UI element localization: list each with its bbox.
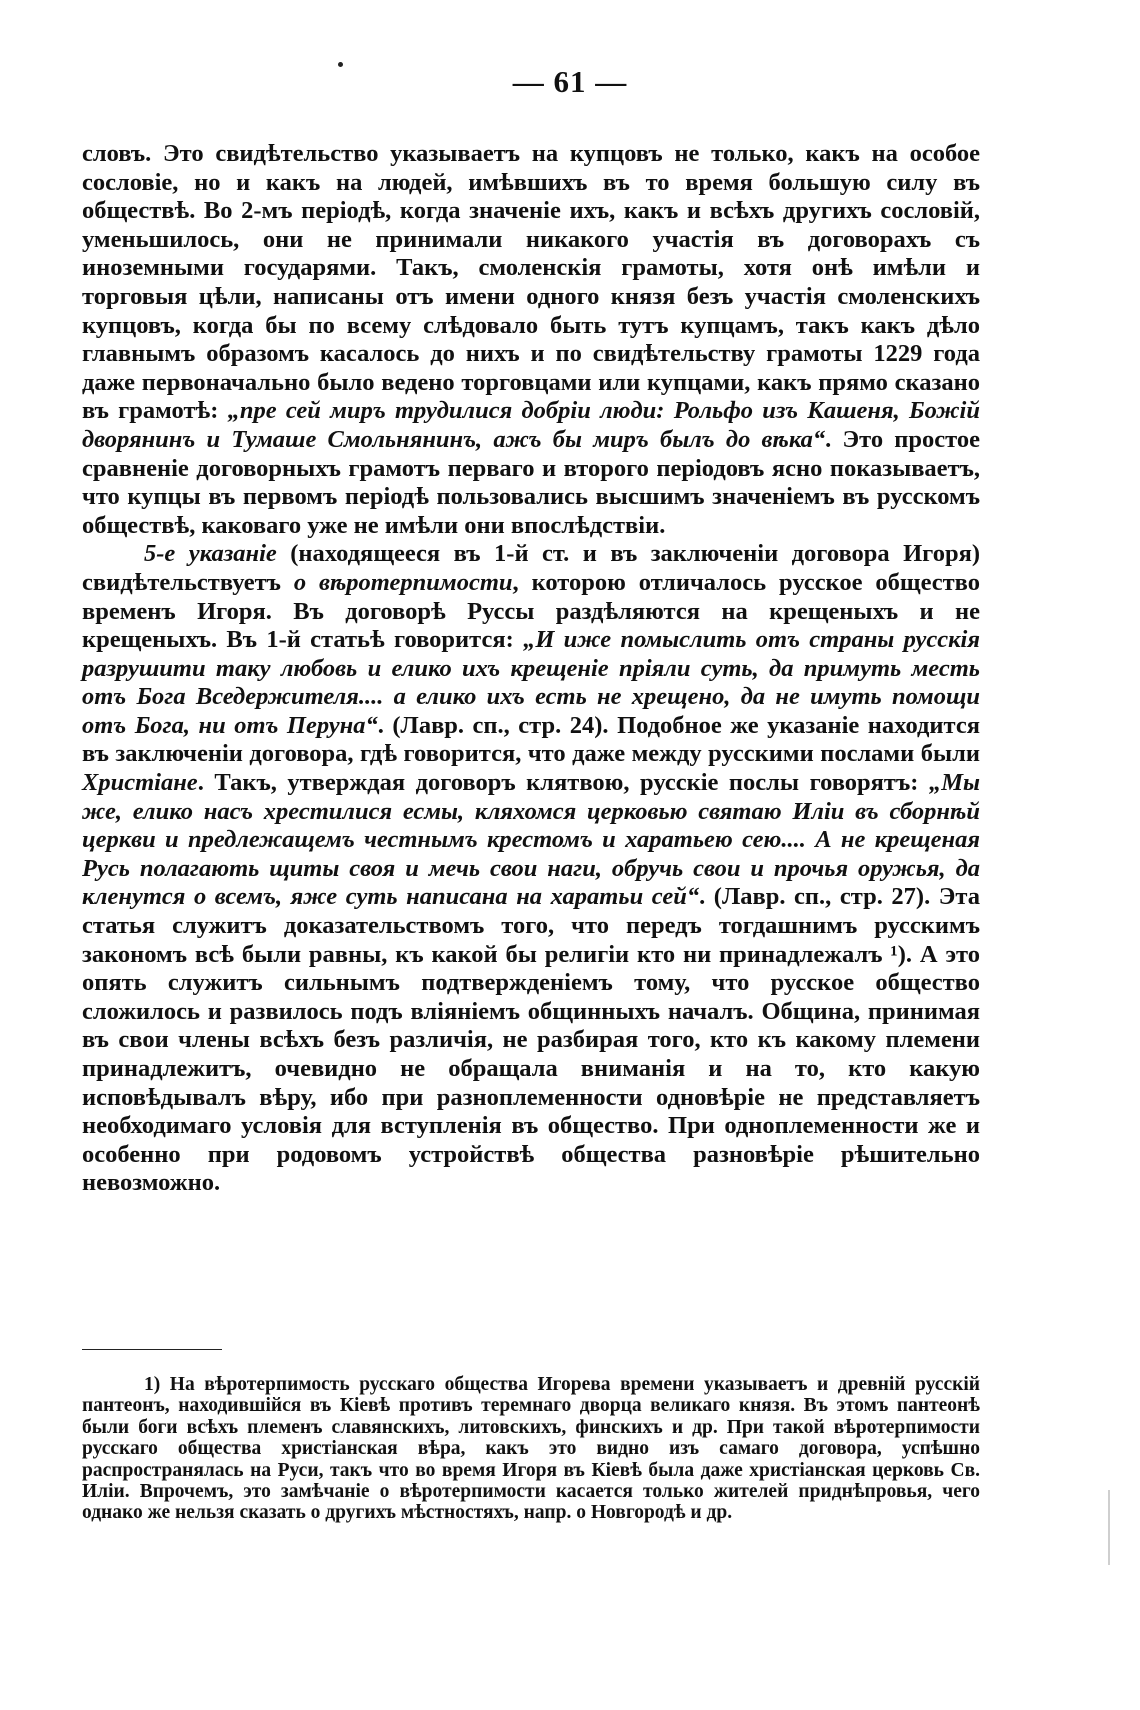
paragraph-2-text-e: . (Лавр. сп., стр. 27). Эта статья служитъ доказательствомъ того, что передъ тогдашнимъ русскимъ закономъ всѣ были равны, къ какой бы религіи кто ни принадлежалъ ¹). А это опять служитъ сильнымъ подтвержденіемъ тому, что русское общество сложилось и развилось подъ вліяніемъ общинныхъ началъ. Община, принимая въ свои члены всѣхъ безъ различія, не разбирая того, кто къ какому племени принадлежитъ, очевидно не обращала вниманія и на то, кто какую исповѣдывалъ вѣру, ибо при разноплеменности одновѣріе не представляетъ необходимаго условія для вступленія въ общество. При одноплеменности же и особенно при родовомъ устройствѣ общества разновѣріе рѣшительно невозможно. — [82, 883, 980, 1197]
paragraph-1-quote: „пре сей миръ трудилися добріи люди: Рольфо изъ Кашеня, Божій дворянинъ и Тумаше Смольнянинъ, ажъ бы миръ былъ до вѣка“ — [82, 397, 980, 453]
paragraph-2-text-a: (находящееся въ 1-й ст. и въ заключеніи договора Игоря) свидѣтельствуетъ — [82, 540, 980, 596]
paragraph-2-christians: Христіане — [82, 769, 198, 797]
paragraph-1-text-b: . Это простое сравненіе договорныхъ грамотъ перваго и второго періодовъ ясно показываетъ, что купцы въ первомъ періодѣ пользовались высшимъ значеніемъ въ русскомъ обществѣ, каковаго уже не имѣли они впослѣдствіи. — [82, 425, 980, 539]
footnote — [82, 1374, 980, 1524]
paragraph-2-text-c: . (Лавр. сп., стр. 24). Подобное же указаніе находится въ заключеніи договора, гдѣ говорится, что даже между русскими послами были — [82, 711, 980, 768]
paragraph-2 — [82, 540, 980, 1198]
page-number: — 61 — — [512, 64, 628, 99]
paragraph-1 — [82, 140, 980, 540]
footnote-text: 1) На вѣротерпимость русскаго общества Игорева времени указываетъ и древній русскій пантеонъ, находившійся въ Кіевѣ противъ теремнаго дворца великаго князя. Въ этомъ пантеонѣ были боги всѣхъ племенъ славянскихъ, литовскихъ, финскихъ и др. При такой вѣротерпимости русскаго общества христіанская вѣра, какъ это видно изъ самаго договора, успѣшно распространялась на Руси, такъ что во время Игоря въ Кіевѣ была даже христіанская церковь Св. Иліи. Впрочемъ, это замѣчаніе о вѣротерпимости касается только жителей приднѣпровья, чего однако же нельзя сказать о другихъ мѣстностяхъ, напр. о Новгородѣ и др. — [82, 1374, 980, 1524]
paragraph-2-quote-1: „И иже помыслить отъ страны русскія разрушити таку любовь и елико ихъ крещеніе пріяли суть, да примуть месть отъ Бога Вседержителя.... а елико ихъ есть не хрещено, да не имуть помощи отъ Бога, ни отъ Перуна“ — [82, 626, 980, 739]
footnote-divider — [82, 1349, 222, 1350]
paragraph-2-text-b: , которою отличалось русское общество временъ Игоря. Въ договорѣ Руссы раздѣляются на крещеныхъ и не крещеныхъ. Въ 1-й статьѣ говорится: — [82, 568, 980, 654]
paragraph-1-text-a: словъ. Это свидѣтельство указываетъ на купцовъ не только, какъ на особое сословіе, но и какъ на людей, имѣвшихъ въ то время большую силу въ обществѣ. Во 2-мъ періодѣ, когда значеніе ихъ, какъ и всѣхъ другихъ сословій, уменьшилось, они не принимали никакого участія въ договорахъ съ иноземными государями. Такъ, смоленскія грамоты, хотя онѣ имѣли и торговыя цѣли, написаны отъ имени одного князя безъ участія смоленскихъ купцовъ, когда бы по всему слѣдовало быть тутъ купцамъ, такъ какъ дѣло главнымъ образомъ касалось до нихъ и по свидѣтельству грамоты 1229 года даже первоначально было ведено торговцами или купцами, какъ прямо сказано въ грамотѣ: — [82, 140, 980, 425]
scan-edge-mark — [1108, 1490, 1110, 1565]
paragraph-2-text-d: . Такъ, утверждая договоръ клятвою, русскіе послы говорятъ: — [197, 769, 929, 797]
main-text — [82, 140, 980, 1198]
paragraph-2-lead: 5-е указаніе — [144, 540, 277, 568]
paragraph-2-quote-2: „Мы же, елико насъ хрестилися есмы, кляхомся церковью святаю Иліи въ сборнѣй церкви и предлежащемъ честнымъ крестомъ и харатьею сею.... А не крещеная Русь полагають щиты своя и мечь свои наги, обручь свои и прочья оружья, да кленутся о всемъ, яже суть написана на харатьи сей“ — [82, 769, 980, 911]
paragraph-2-term: о вѣротерпимости — [293, 568, 513, 596]
